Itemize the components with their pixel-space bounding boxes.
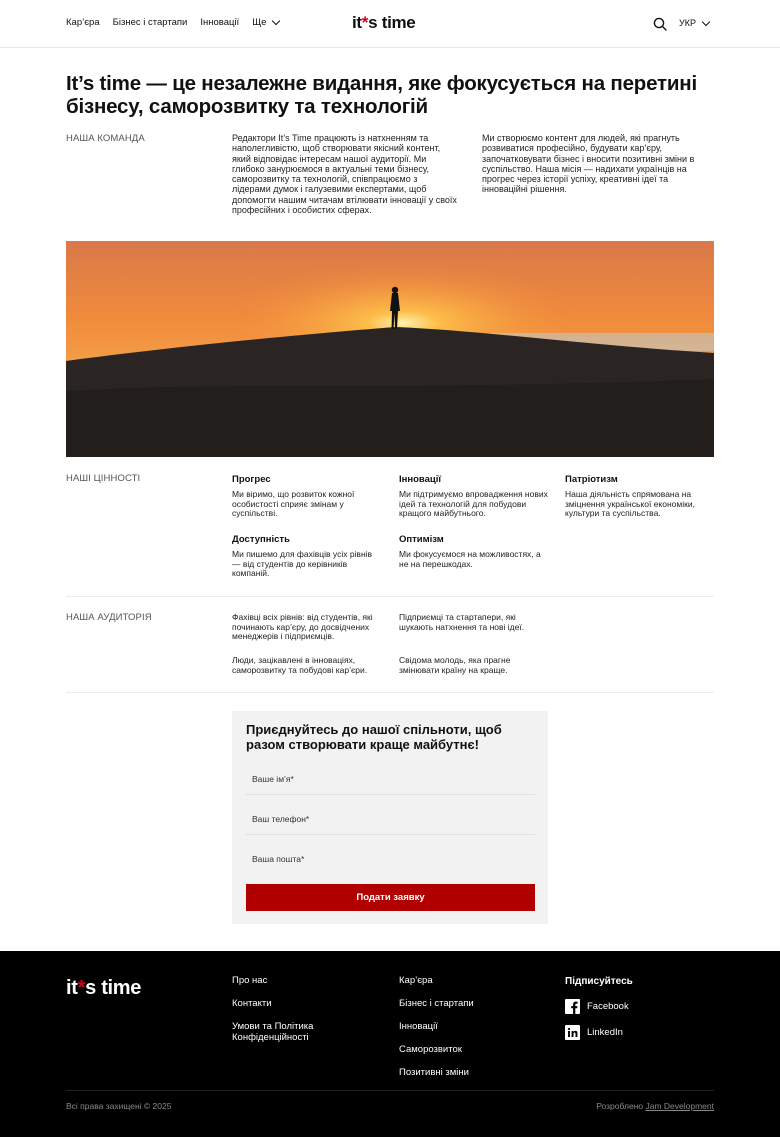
submit-button[interactable]: Подати заявку (246, 884, 535, 911)
logo-part: s time (85, 977, 142, 999)
footer-link-about[interactable]: Про нас (232, 975, 268, 986)
nav-more[interactable] (252, 17, 279, 28)
main-nav (66, 17, 279, 28)
value-title: Патріотизм (565, 474, 618, 485)
form-title: Приєднуйтесь до нашої спільноти, щоб разом створювати краще майбутнє! (246, 722, 502, 752)
audience-label: НАША АУДИТОРІЯ (66, 612, 152, 623)
linkedin-icon (565, 1025, 580, 1040)
audience-item: Фахівці всіх рівнів: від студентів, які починають кар’єру, до досвідчених менеджерів і підприємців. (232, 612, 373, 642)
language-label: УКР (679, 18, 696, 28)
value-title: Інновації (399, 474, 442, 485)
site-header (0, 0, 780, 48)
value-text: Наша діяльність спрямована на зміцнення української економіки, культури та суспільства. (565, 489, 695, 519)
copyright: Всі права захищені © 2025 (66, 1101, 172, 1111)
facebook-link[interactable] (565, 999, 629, 1014)
footer-link-contacts[interactable]: Контакти (232, 998, 272, 1009)
site-logo[interactable] (352, 13, 415, 33)
developer-link[interactable]: Jam Development (645, 1101, 714, 1111)
name-field[interactable]: Ваше ім’я* (246, 761, 535, 795)
site-footer (0, 951, 780, 1137)
email-field[interactable]: Ваша пошта* (252, 854, 305, 864)
team-label: НАША КОМАНДА (66, 133, 145, 144)
logo-part: s time (368, 13, 416, 32)
search-icon[interactable] (653, 17, 667, 31)
footer-link-terms[interactable]: Умови та Політика Конфіденційності (232, 1021, 314, 1043)
footer-link-positive[interactable]: Позитивні зміни (399, 1067, 469, 1078)
section-divider (66, 596, 714, 597)
phone-field[interactable]: Ваш телефон* (246, 801, 535, 835)
facebook-icon (565, 999, 580, 1014)
chevron-down-icon (272, 17, 280, 25)
value-text: Ми віримо, що розвиток кожної особистості сприяє змінам у суспільстві. (232, 489, 355, 519)
value-title: Доступність (232, 534, 290, 545)
value-title: Прогрес (232, 474, 271, 485)
value-text: Ми фокусуємося на можливостях, а не на перешкодах. (399, 549, 541, 569)
nav-career[interactable]: Кар’єра (66, 17, 100, 28)
hero-image (66, 241, 714, 457)
footer-divider (66, 1090, 714, 1091)
linkedin-label: LinkedIn (587, 1027, 623, 1038)
subscribe-heading: Підписуйтесь (565, 976, 633, 987)
value-text: Ми підтримуємо впровадження нових ідей та технологій для побудови кращого майбутнього. (399, 489, 548, 519)
footer-link-innovation[interactable]: Інновації (399, 1021, 438, 1032)
logo-asterisk: * (361, 13, 369, 32)
chevron-down-icon (702, 17, 710, 25)
logo-part: it (66, 977, 78, 999)
audience-item: Підприємці та стартапери, які шукають натхнення та нові ідеї. (399, 612, 525, 632)
linkedin-link[interactable] (565, 1025, 623, 1040)
signup-form (232, 711, 548, 924)
value-title: Оптимізм (399, 534, 444, 545)
footer-link-selfdev[interactable]: Саморозвиток (399, 1044, 462, 1055)
section-divider (66, 692, 714, 693)
nav-business[interactable]: Бізнес і стартапи (112, 17, 188, 28)
team-text-2: Ми створюємо контент для людей, які прагнуть розвиватися професійно, будувати кар’єру, започатковувати бізнес і вносити позитивні зміни в суспільство. Наша місія — надихати українців на прогрес через історії успіху, креативні ідеї та інноваційні рішення. (482, 133, 695, 195)
audience-item: Свідома молодь, яка прагне змінювати країну на краще. (399, 655, 511, 675)
logo-part: it (352, 13, 362, 32)
facebook-label: Facebook (587, 1001, 629, 1012)
language-switcher[interactable] (679, 18, 709, 28)
team-text-1: Редактори It’s Time працюють із натхненням та наполегливістю, щоб створювати якісний контент, який відповідає інтересам нашої аудиторії. Ми глибоко занурюємося в актуальні теми бізнесу, саморозвитку та технологій, співпрацюємо з лідерами думок і галузевими експертами, щоб допомогти нашим читачам втілювати інновації у своїх професійних і особистих сферах. (232, 133, 457, 216)
developer-prefix: Розроблено (596, 1101, 644, 1111)
developer-credit (596, 1101, 714, 1111)
footer-logo[interactable] (66, 977, 141, 1000)
page-title: It’s time — це незалежне видання, яке фокусується на перетині бізнесу, саморозвитку та технологій (66, 72, 697, 118)
footer-link-career[interactable]: Кар’єра (399, 975, 433, 986)
audience-item: Люди, зацікавлені в інноваціях, саморозвитку та побудові кар’єри. (232, 655, 368, 675)
values-label: НАШІ ЦІННОСТІ (66, 473, 141, 484)
value-text: Ми пишемо для фахівців усіх рівнів — від студентів до керівників компаній. (232, 549, 373, 579)
footer-link-business[interactable]: Бізнес і стартапи (399, 998, 474, 1009)
logo-asterisk: * (77, 977, 86, 999)
nav-more-label: Ще (252, 17, 267, 28)
nav-innovation[interactable]: Інновації (200, 17, 240, 28)
